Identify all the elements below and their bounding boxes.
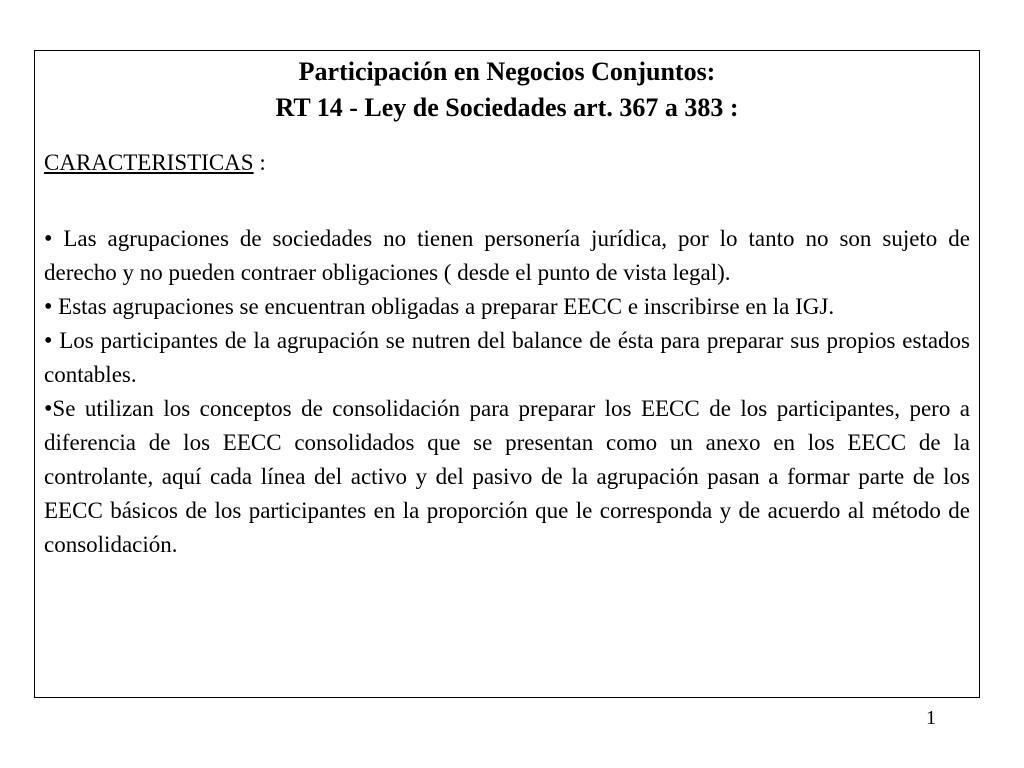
bullet-marker: • xyxy=(44,328,53,354)
section-heading-suffix: : xyxy=(253,150,266,175)
bullet-text: Se utilizan los conceptos de consolidación para preparar los EECC de los participantes, pero a diferencia de los EECC consolidados que se presentan como un anexo en los EECC de la controlante, aquí cada línea del activo y del pasivo de la agrupación pasan a formar parte de los EECC básicos de los participantes en la proporción que le corresponda y de acuerdo al método de consolidación. xyxy=(44,396,970,557)
bullet-text: Estas agrupaciones se encuentran obligadas a preparar EECC e inscribirse en la IGJ. xyxy=(52,294,835,319)
bullet-item xyxy=(44,290,970,324)
title-line-2: RT 14 - Ley de Sociedades art. 367 a 383 : xyxy=(275,93,739,122)
bullet-item xyxy=(44,392,970,562)
bullet-list xyxy=(44,222,970,562)
bullet-item xyxy=(44,324,970,392)
bullet-item xyxy=(44,222,970,290)
bullet-marker: • xyxy=(44,294,53,320)
bullet-text: Los participantes de la agrupación se nutren del balance de ésta para preparar sus propios estados contables. xyxy=(44,328,970,387)
page-title xyxy=(0,54,1014,126)
section-heading xyxy=(44,147,266,179)
bullet-text: Las agrupaciones de sociedades no tienen personería jurídica, por lo tanto no son sujeto de derecho y no pueden contraer obligaciones ( desde el punto de vista legal). xyxy=(44,226,970,285)
bullet-marker: • xyxy=(44,396,53,422)
page-number: 1 xyxy=(926,707,936,729)
bullet-marker: • xyxy=(44,226,53,252)
title-line-1: Participación en Negocios Conjuntos: xyxy=(298,57,716,86)
section-heading-text: CARACTERISTICAS xyxy=(44,150,254,175)
